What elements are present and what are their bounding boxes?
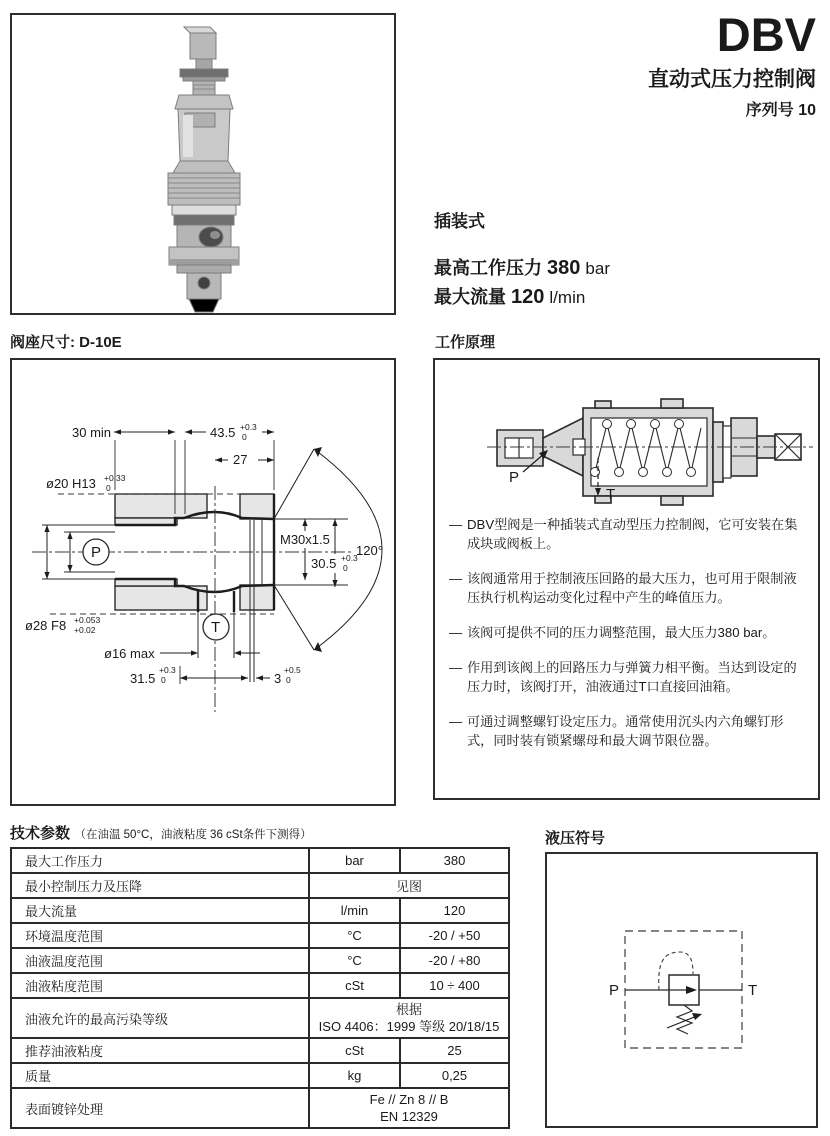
dim-d20-tol-top: +0.33 — [104, 473, 126, 483]
bullet-item: — 可通过调整螺钉设定压力。通常使用沉头内六角螺钉形式，同时装有锁紧螺母和最大调节限位器。 — [449, 714, 784, 748]
valve-photo — [12, 15, 394, 313]
tech-params-heading: 技术参数 — [10, 825, 71, 842]
dim-d28: ø28 F8 — [25, 618, 67, 633]
dim-d16: ø16 max — [104, 646, 155, 661]
bullet-item: — 该阀可提供不同的压力调整范围，最大压力380 bar。 — [449, 625, 776, 640]
table-row: 表面镀锌处理 Fe // Zn 8 // B EN 12329 — [11, 1088, 509, 1128]
dim-43-5-tol-top: +0.3 — [240, 422, 257, 432]
bullet-item: — 作用到该阀上的回路压力与弹簧力相平衡。当达到设定的压力时，该阀打开，油液通过T口直接回油箱。 — [449, 660, 797, 694]
table-row: 最大工作压力 bar 380 — [11, 848, 509, 873]
working-principle-heading: 工作原理 — [435, 334, 496, 351]
table-row: 质量 kg 0,25 — [11, 1063, 509, 1088]
dim-3: 3 — [274, 671, 282, 686]
dim-d20-tol-bot: 0 — [106, 483, 111, 493]
working-principle-bullets — [449, 515, 805, 766]
symbol-p-label: P — [609, 982, 620, 999]
dim-30-5: 30.5 — [311, 556, 337, 571]
hydraulic-symbol-heading: 液压符号 — [545, 830, 606, 847]
dim-30min: 30 min — [72, 425, 112, 440]
dim-31-5-tol-bot: 0 — [161, 675, 166, 685]
key-specs — [434, 254, 610, 312]
hydraulic-symbol-box — [545, 852, 818, 1128]
dim-31-5-tol-top: +0.3 — [159, 665, 176, 675]
valve-type-label: 插装式 — [434, 212, 485, 231]
bullet-item: — 该阀通常用于控制液压回路的最大压力，也可用于限制液压执行机构运动变化过程中产生的峰值压力。 — [449, 571, 797, 605]
bullet-item: — DBV型阀是一种插装式直动型压力控制阀，它可安装在集成块或阀板上。 — [449, 517, 798, 551]
dim-d28-tol-bot: +0.02 — [74, 625, 96, 635]
port-t-label: T — [211, 619, 221, 636]
thread-spec: M30x1.5 — [280, 532, 330, 547]
dim-30-5-tol-bot: 0 — [343, 563, 348, 573]
table-row: 推荐油液粘度 cSt 25 — [11, 1038, 509, 1063]
dim-d28-tol-top: +0.053 — [74, 615, 101, 625]
valve-cross-section — [435, 360, 818, 515]
seat-dimension-heading: 阀座尺寸: D-10E — [10, 334, 122, 351]
title-block — [648, 10, 816, 120]
working-principle-box — [433, 358, 820, 800]
table-row: 油液温度范围 °C -20 / +80 — [11, 948, 509, 973]
dim-43-5: 43.5 — [210, 425, 236, 440]
tech-params-condition-note: （在油温 50°C，油液粘度 36 cSt条件下测得） — [74, 829, 312, 841]
dim-d20: ø20 H13 — [46, 476, 96, 491]
hydraulic-symbol-diagram — [547, 854, 816, 1126]
cross-section-p-label: P — [509, 469, 520, 486]
chamfer-angle: 120° — [356, 543, 383, 558]
dim-3-tol-top: +0.5 — [284, 665, 301, 675]
product-photo-box — [10, 13, 396, 315]
tech-params-heading-row — [10, 822, 312, 843]
series-number: 序列号 10 — [745, 102, 816, 120]
dim-27: 27 — [233, 452, 248, 467]
table-row: 最大流量 l/min 120 — [11, 898, 509, 923]
port-p-label: P — [91, 544, 102, 561]
table-row: 最小控制压力及压降 见图 — [11, 873, 509, 898]
cross-section-t-label: T — [606, 486, 616, 503]
table-row: 环境温度范围 °C -20 / +50 — [11, 923, 509, 948]
dim-3-tol-bot: 0 — [286, 675, 291, 685]
tech-params-table — [10, 847, 510, 1129]
table-row: 油液粘度范围 cSt 10 ÷ 400 — [11, 973, 509, 998]
table-row: 油液允许的最高污染等级 根据 ISO 4406：1999 等级 20/18/15 — [11, 998, 509, 1038]
spec-max-flow: 最大流量 120 l/min — [434, 286, 586, 308]
spec-max-pressure: 最高工作压力 380 bar — [434, 257, 610, 279]
product-subtitle: 直动式压力控制阀 — [648, 68, 816, 92]
dim-31-5: 31.5 — [130, 671, 156, 686]
seat-dimension-drawing — [12, 360, 394, 804]
bullet-dash: — — [449, 571, 463, 586]
bullet-dash: — — [449, 625, 463, 640]
dim-43-5-tol-bot: 0 — [242, 432, 247, 442]
bullet-dash: — — [449, 714, 463, 729]
dim-30-5-tol-top: +0.3 — [341, 553, 358, 563]
product-code: DBV — [716, 8, 816, 61]
symbol-t-label: T — [748, 982, 758, 999]
bullet-dash: — — [449, 660, 463, 675]
seat-drawing-box — [10, 358, 396, 806]
bullet-dash: — — [449, 517, 463, 532]
